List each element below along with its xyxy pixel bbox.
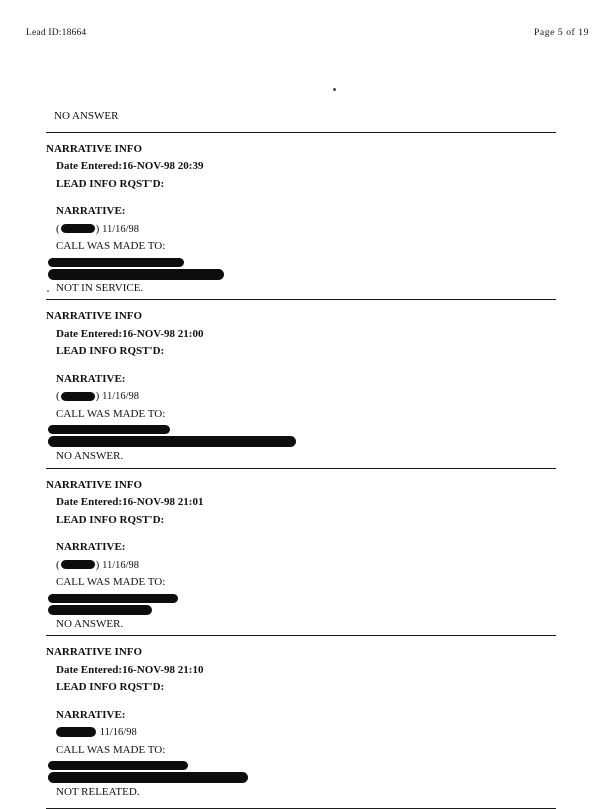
close-paren: ) — [95, 558, 100, 571]
entry-result-1: NOT IN SERVICE. — [56, 281, 144, 294]
open-paren: ( — [56, 222, 60, 235]
date-entered-3: Date Entered:16-NOV-98 21:01 — [56, 496, 204, 508]
redaction-row — [46, 772, 556, 786]
narrative-label: NARRATIVE: — [56, 205, 126, 217]
redaction-bar — [48, 772, 248, 783]
redaction-row — [46, 258, 556, 269]
redaction-bar — [48, 425, 170, 434]
redaction-bar — [48, 594, 178, 603]
call-was-made-to-label: CALL WAS MADE TO: — [56, 743, 166, 756]
narrative-date-line-2 — [46, 390, 556, 404]
narrative-label: NARRATIVE: — [56, 541, 126, 553]
narrative-label: NARRATIVE: — [56, 372, 126, 385]
redaction-bar — [48, 605, 152, 615]
divider-rule — [46, 808, 556, 809]
narrative-date-2: 11/16/98 — [102, 391, 140, 402]
redaction-row — [46, 605, 556, 618]
top-entry-text: NO ANSWER — [54, 110, 119, 122]
lead-info-rqstd-label: LEAD INFO RQST'D: — [56, 513, 165, 526]
scan-artifact-speck — [333, 88, 336, 91]
narrative-entry-2 — [46, 300, 556, 468]
page-number-header: Page 5 of 19 — [534, 28, 589, 38]
redaction-bar — [61, 560, 95, 569]
narrative-entry-4 — [46, 636, 556, 808]
narrative-date-4: 11/16/98 — [99, 727, 137, 738]
narrative-date-line-1 — [46, 223, 556, 237]
close-paren: ) — [95, 222, 100, 235]
redaction-bar — [56, 727, 96, 737]
entry-result-2: NO ANSWER. — [56, 450, 124, 462]
date-entered-2: Date Entered:16-NOV-98 21:00 — [56, 327, 204, 340]
narrative-date-1: 11/16/98 — [102, 223, 140, 235]
lead-id-header: Lead ID:18664 — [26, 28, 87, 38]
narrative-date-line-3 — [46, 559, 556, 573]
narrative-date-line-4 — [46, 726, 556, 740]
entry-result-3: NO ANSWER. — [56, 617, 124, 630]
document-body — [46, 110, 556, 809]
date-entered-4: Date Entered:16-NOV-98 21:10 — [56, 663, 204, 676]
close-paren: ) — [95, 390, 100, 402]
entry-result-4: NOT RELEATED. — [56, 786, 140, 798]
redaction-bar — [48, 436, 296, 447]
narrative-info-label: NARRATIVE INFO — [46, 478, 143, 491]
lead-info-rqstd-label: LEAD INFO RQST'D: — [56, 681, 165, 693]
call-was-made-to-label: CALL WAS MADE TO: — [56, 407, 166, 420]
redaction-bar — [48, 269, 224, 280]
redaction-row — [46, 269, 556, 282]
redaction-row — [46, 594, 556, 605]
narrative-info-label: NARRATIVE INFO — [46, 310, 143, 322]
narrative-info-label: NARRATIVE INFO — [46, 646, 143, 658]
call-was-made-to-label: CALL WAS MADE TO: — [56, 240, 166, 252]
lead-info-rqstd-label: LEAD INFO RQST'D: — [56, 177, 165, 190]
open-paren: ( — [56, 558, 60, 571]
narrative-label: NARRATIVE: — [56, 708, 126, 721]
narrative-entry-1 — [46, 133, 556, 300]
call-was-made-to-label: CALL WAS MADE TO: — [56, 576, 166, 588]
narrative-date-3: 11/16/98 — [102, 559, 140, 571]
narrative-entry-3 — [46, 469, 556, 636]
lead-info-rqstd-label: LEAD INFO RQST'D: — [56, 345, 165, 357]
redaction-row — [46, 761, 556, 772]
redaction-bar — [48, 761, 188, 770]
narrative-info-label: NARRATIVE INFO — [46, 142, 143, 155]
open-paren: ( — [56, 390, 60, 402]
redaction-row — [46, 425, 556, 436]
redaction-bar — [61, 224, 95, 233]
date-entered-1: Date Entered:16-NOV-98 20:39 — [56, 160, 204, 172]
redaction-row — [46, 436, 556, 450]
redaction-bar — [61, 392, 95, 401]
redaction-bar — [48, 258, 184, 267]
